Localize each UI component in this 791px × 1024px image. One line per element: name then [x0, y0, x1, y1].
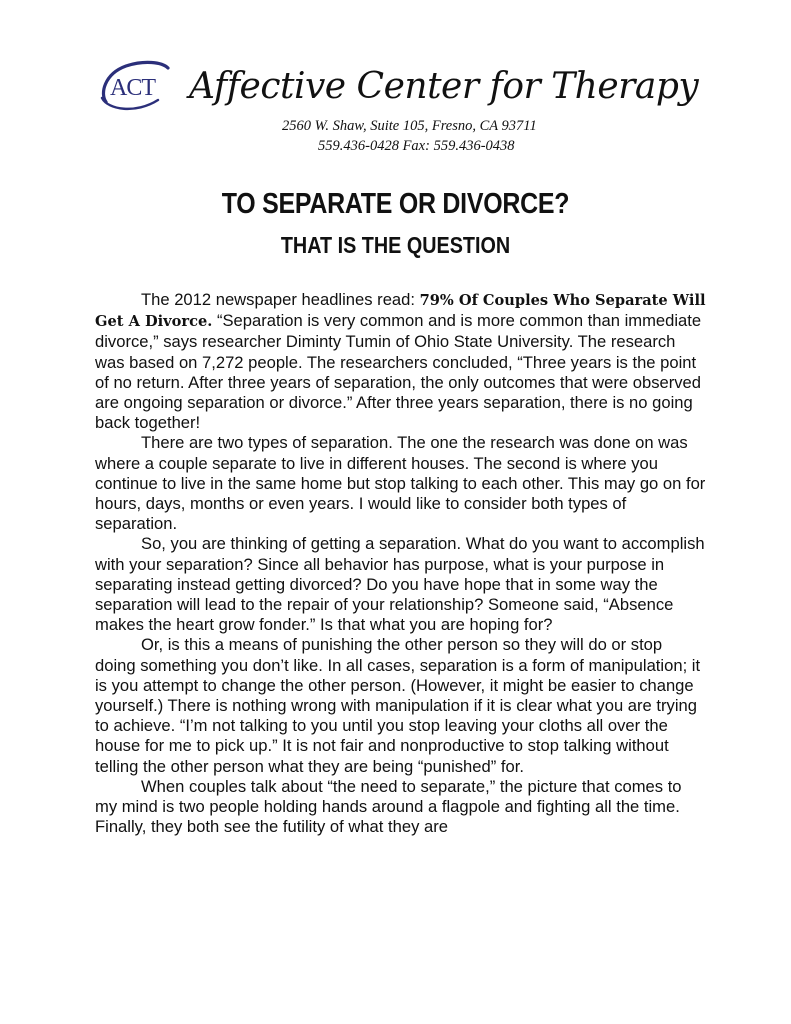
logo-text: ACT — [110, 75, 155, 101]
organization-phones: 559.436-0428 Fax: 559.436-0438 — [318, 138, 515, 154]
document-title: TO SEPARATE OR DIVORCE? — [221, 188, 570, 220]
paragraph-2: There are two types of separation. The one the research was done on was where a couple separate to live in different houses. The second is where you continue to live in the same home but stop talking to each other. This may go on for hours, days, months or even years. I would like to consider both types of separation. — [95, 433, 706, 534]
organization-address: 2560 W. Shaw, Suite 105, Fresno, CA 93711 — [282, 118, 537, 134]
paragraph-1-rest: “Separation is very common and is more common than immediate divorce,” says researcher Diminty Tumin of Ohio State University. The research was based on 7,272 people. The researchers concluded, “Three years is the point of no return. After three years of separation, the only outcomes that were observed are ongoing separation or divorce.” After three years separation, there is no going back together! — [95, 311, 702, 433]
paragraph-4: Or, is this a means of punishing the other person so they will do or stop doing something you don’t like. In all cases, separation is a form of manipulation; it is you attempt to change the other person. (However, it might be easier to change yourself.) There is nothing wrong with manipulation if it is clear what you are trying to achieve. “I’m not talking to you until you stop leaving your cloths all over the house for me to pick up.” It is not fair and nonproductive to stop talking without telling the other person what they are being “punished” for. — [95, 635, 701, 776]
document-subtitle: THAT IS THE QUESTION — [280, 232, 511, 258]
newspaper-headline: 79% Of Couples Who Separate Will Get A Divorce. — [95, 292, 706, 331]
organization-name: Affective Center for Therapy — [189, 66, 699, 107]
document-body — [95, 290, 707, 837]
paragraph-1-lead: The 2012 newspaper headlines read: — [141, 290, 420, 309]
paragraph-5: When couples talk about “the need to separate,” the picture that comes to my mind is two people holding hands around a flagpole and fighting all the time. Finally, they both see the futility of what they are — [95, 776, 682, 837]
paragraph-3: So, you are thinking of getting a separation. What do you want to accomplish with your separation? Since all behavior has purpose, what is your purpose in separating instead getting divorced? Do you have hope that in some way the separation will lead to the repair of your relationship? Someone said, “Absence makes the heart grow fonder.” Is that what you are hoping for? — [95, 534, 705, 635]
paragraph-1 — [95, 290, 707, 433]
letterhead — [96, 54, 699, 164]
act-logo — [96, 58, 172, 114]
